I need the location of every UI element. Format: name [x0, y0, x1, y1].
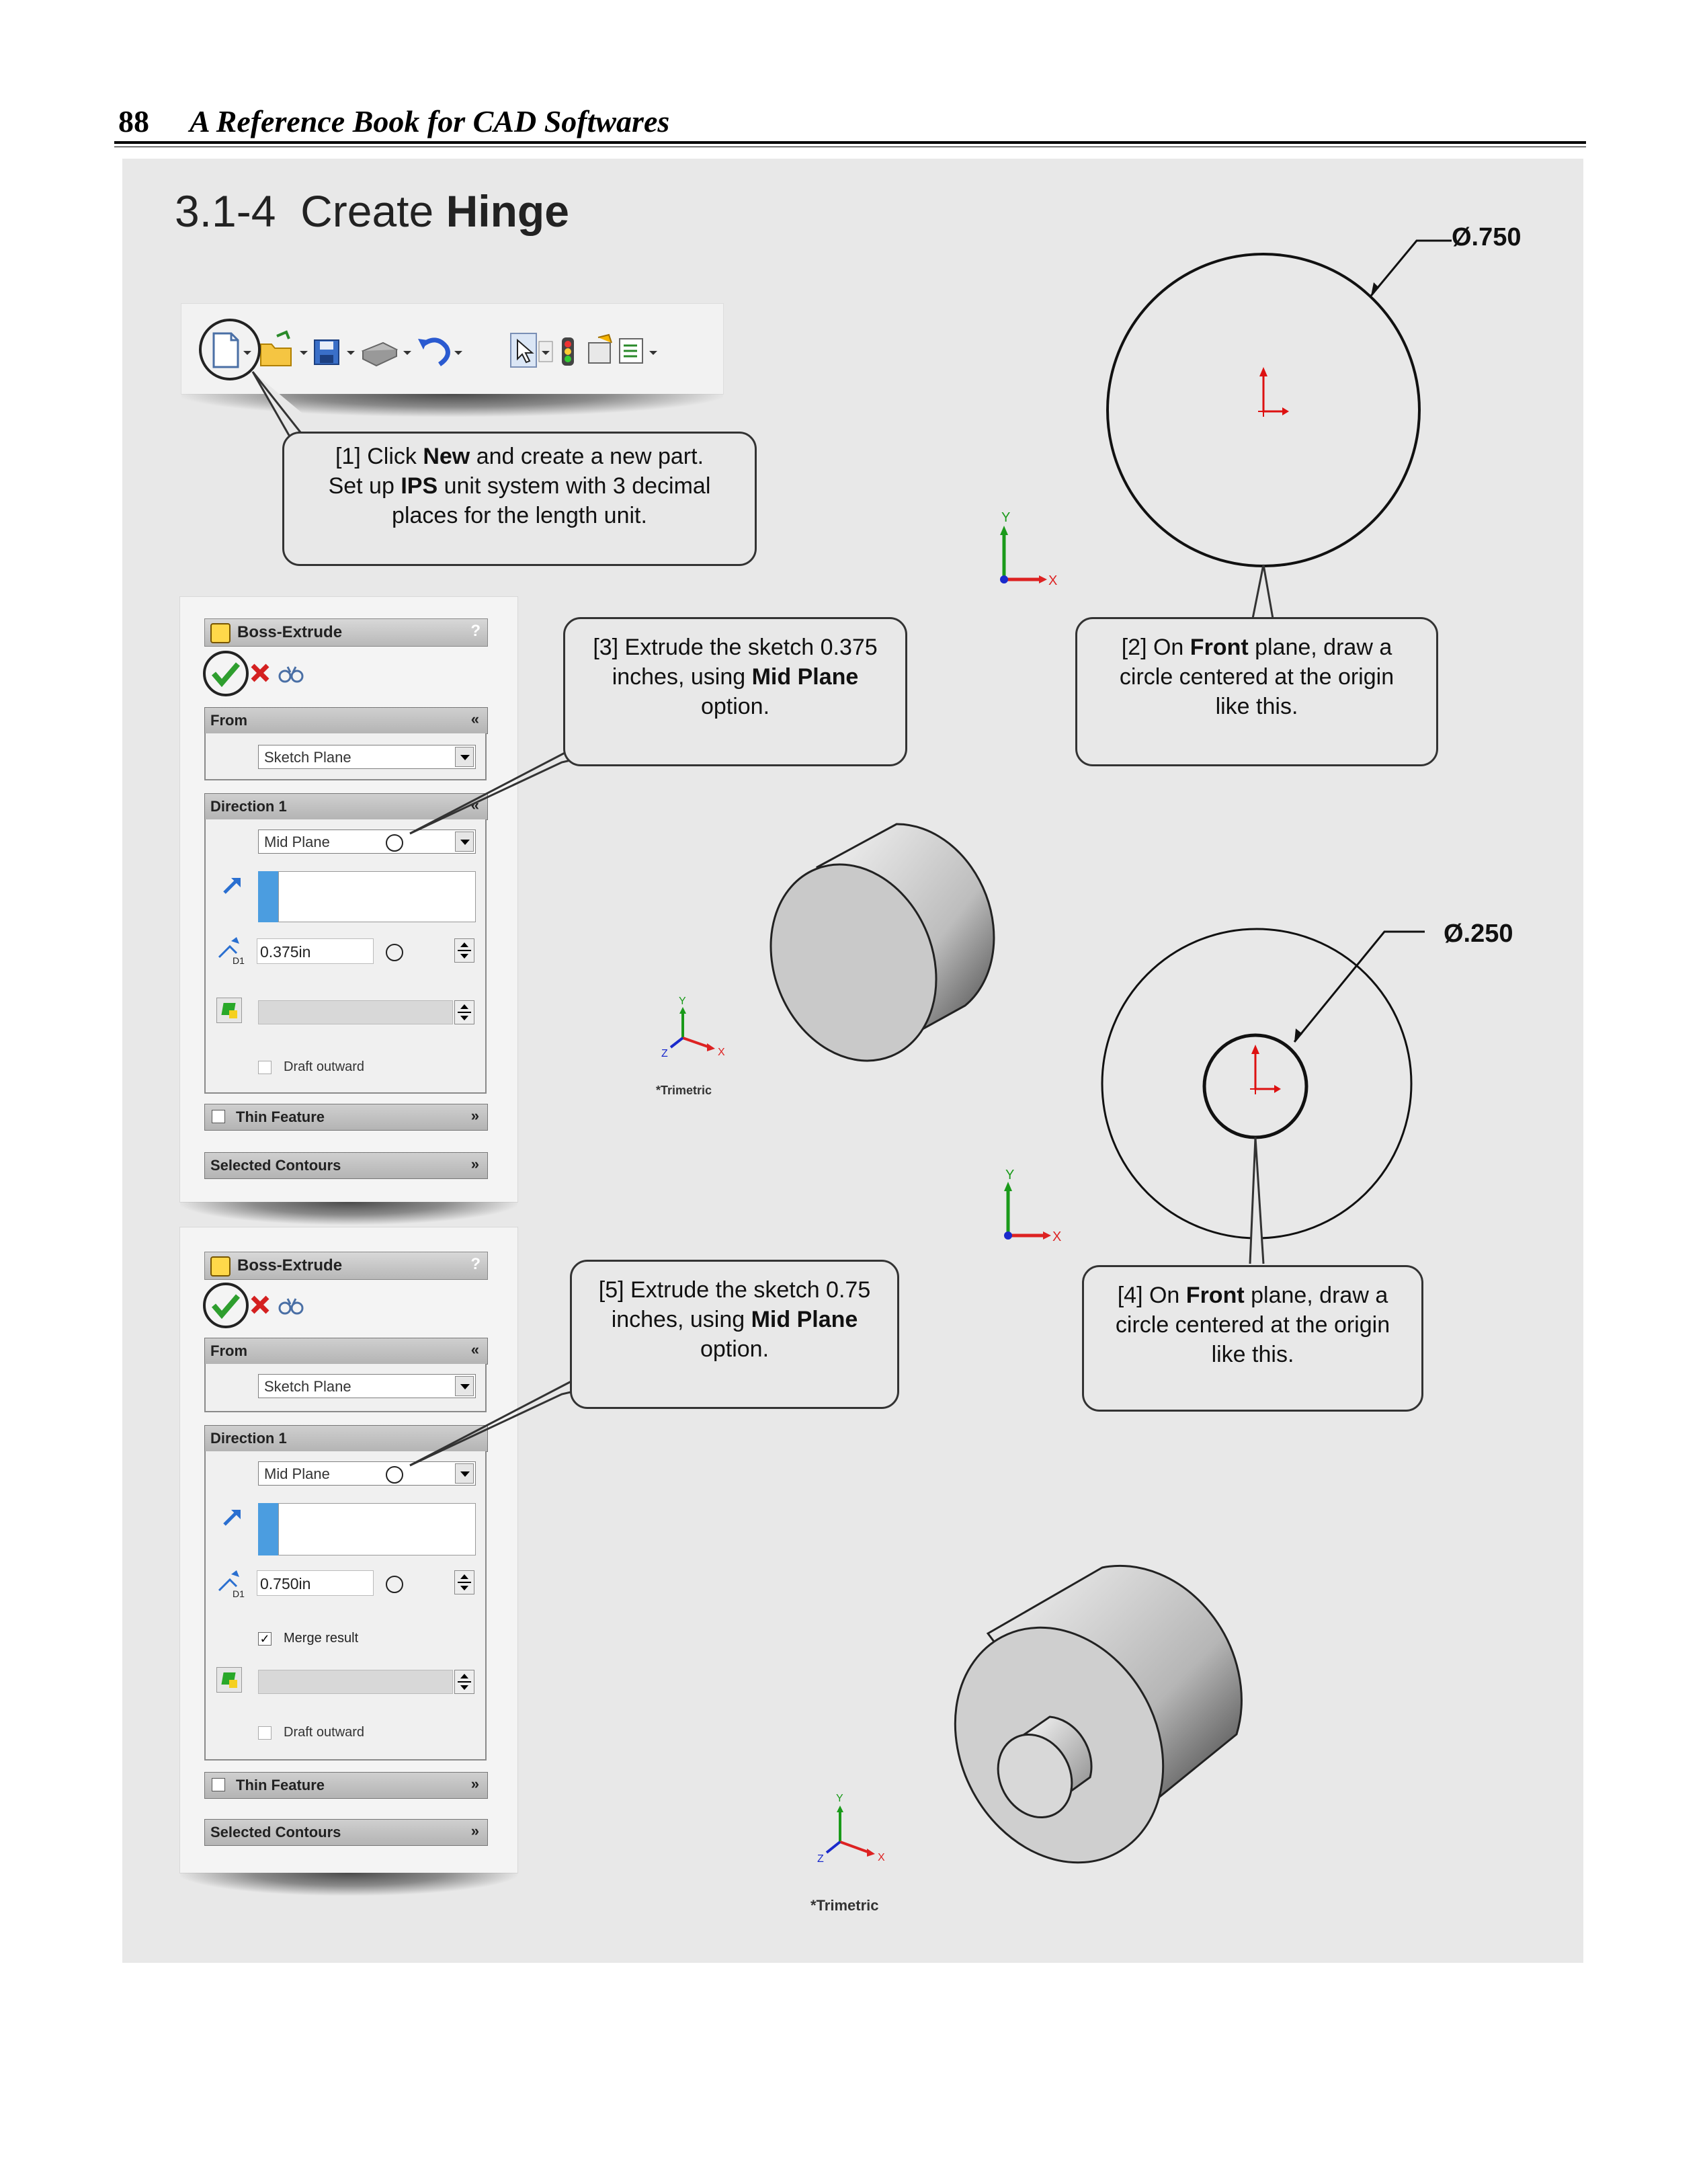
pm1-from-value: Sketch Plane	[264, 749, 351, 766]
cancel-x-icon[interactable]	[253, 1297, 267, 1312]
book-title: A Reference Book for CAD Softwares	[190, 104, 670, 138]
section-word: Create	[300, 186, 434, 236]
callout-step-4: [4] On Front plane, draw a circle centered at the origin like this.	[1082, 1265, 1423, 1412]
pm1-help[interactable]: ?	[470, 622, 481, 640]
file-properties-icon[interactable]	[589, 335, 612, 363]
pm1-title-bar	[204, 618, 488, 647]
print-icon[interactable]	[363, 343, 397, 366]
selection-marker	[386, 1466, 403, 1484]
pm2-title-bar	[204, 1252, 488, 1280]
dimension-inner: Ø.250	[1444, 920, 1513, 948]
view-orientation-label-2: *Trimetric	[810, 1897, 879, 1914]
highlight-circle	[204, 652, 247, 695]
select-arrow-icon[interactable]	[511, 333, 536, 367]
sketch-two-circles-view	[995, 901, 1573, 1318]
axis-triad-4	[813, 1788, 901, 1889]
direction-selection-bar	[258, 871, 278, 922]
pm1-depth-spinner[interactable]	[454, 938, 474, 963]
pm1-actions	[202, 649, 336, 703]
rebuild-icon[interactable]	[562, 337, 574, 366]
pm2-from-value: Sketch Plane	[264, 1378, 351, 1395]
sketch-circle-view	[995, 195, 1573, 639]
cancel-x-icon[interactable]	[253, 665, 267, 680]
pm2-draft-checkbox[interactable]	[258, 1726, 272, 1740]
pm2-end-condition-value: Mid Plane	[264, 1465, 330, 1482]
callout2-pointer	[1253, 565, 1273, 618]
pm2-from-header[interactable]	[204, 1338, 488, 1365]
axis-z-label: Z	[661, 1048, 668, 1059]
axis-z-label: Z	[817, 1853, 824, 1865]
pm2-contours-header[interactable]	[204, 1819, 488, 1846]
pm1-title: Boss-Extrude	[237, 623, 343, 641]
save-icon[interactable]	[315, 340, 339, 364]
pm1-thin-label: Thin Feature	[236, 1108, 325, 1125]
axis-y-label: Y	[1001, 510, 1011, 525]
pm1-thin-checkbox[interactable]	[212, 1110, 225, 1123]
expand-icon: »	[470, 1775, 479, 1792]
pm2-title: Boss-Extrude	[237, 1256, 343, 1275]
pm2-thin-checkbox[interactable]	[212, 1778, 225, 1791]
d1-label: D1	[233, 955, 245, 966]
open-dropdown-arrow[interactable]	[300, 351, 308, 355]
section-title	[175, 186, 569, 237]
new-dropdown-arrow[interactable]	[243, 351, 251, 355]
axis-triad-1	[1000, 526, 1047, 583]
section-number: 3.1-4	[175, 186, 276, 236]
boss-extrude-icon	[210, 623, 231, 643]
pm1-direction-label: Direction 1	[210, 798, 287, 815]
pm1-draft-label: Draft outward	[284, 1059, 365, 1074]
depth-icon	[214, 1568, 249, 1600]
options-dropdown-arrow[interactable]	[649, 351, 657, 355]
axis-x-label: X	[878, 1852, 885, 1863]
collapse-icon: «	[470, 711, 479, 727]
pm2-depth-value: 0.750in	[260, 1575, 311, 1592]
callout4-pointer	[1250, 1137, 1263, 1264]
pm2-from-label: From	[210, 1342, 247, 1359]
pm2-draft-angle[interactable]	[258, 1670, 453, 1694]
axis-y-label: Y	[1005, 1168, 1015, 1182]
pm2-help[interactable]: ?	[470, 1255, 481, 1273]
dimension-leader	[1294, 932, 1425, 1042]
pm1-end-condition-value: Mid Plane	[264, 834, 330, 850]
draft-icon[interactable]	[216, 998, 242, 1023]
expand-icon: »	[470, 1822, 479, 1839]
pm2-depth-spinner[interactable]	[454, 1570, 474, 1594]
callout-step-3: [3] Extrude the sketch 0.375 inches, using Mid Plane option.	[563, 617, 907, 766]
pm2-thin-label: Thin Feature	[236, 1777, 325, 1793]
dimension-leader	[1371, 241, 1452, 296]
d1-label: D1	[233, 1588, 245, 1599]
callout-step-1: [1] Click New and create a new part. Set up IPS unit system with 3 decimal places for the length unit.	[282, 432, 757, 566]
view-orientation-label-1: *Trimetric	[656, 1084, 712, 1097]
direction-selection-box[interactable]	[278, 871, 476, 922]
pm1-draft-checkbox[interactable]	[258, 1061, 272, 1074]
highlight-circle	[204, 1284, 247, 1327]
page-number: 88	[118, 104, 149, 138]
detailed-preview-icon[interactable]	[280, 667, 302, 682]
detailed-preview-icon[interactable]	[280, 1299, 302, 1313]
save-dropdown-arrow[interactable]	[347, 351, 355, 355]
origin-icon	[1250, 1045, 1281, 1094]
pm1-from-header[interactable]	[204, 707, 488, 734]
pm1-from-label: From	[210, 712, 247, 729]
direction-selection-box[interactable]	[278, 1503, 476, 1555]
dimension-arrow	[1294, 1028, 1302, 1042]
axis-x-label: X	[1052, 1229, 1062, 1244]
options-icon[interactable]	[620, 339, 642, 363]
pm1-shadow	[180, 1202, 517, 1225]
pm2-draft-spinner[interactable]	[454, 1670, 474, 1694]
pm1-depth-input[interactable]	[257, 938, 374, 964]
axis-y-label: Y	[679, 996, 686, 1007]
selection-marker	[386, 1576, 403, 1593]
pm2-merge-label: Merge result	[284, 1631, 359, 1646]
axis-triad-2	[659, 995, 739, 1089]
open-folder-icon[interactable]	[261, 332, 291, 366]
pm1-draft-spinner[interactable]	[454, 1000, 474, 1024]
cylinder-model-1	[726, 807, 1022, 1089]
undo-dropdown-arrow[interactable]	[454, 351, 462, 355]
section-bold-word: Hinge	[446, 186, 569, 236]
pm2-actions	[202, 1281, 336, 1335]
expand-icon: »	[470, 1107, 479, 1124]
pm1-depth-value: 0.375in	[260, 943, 311, 961]
reverse-direction-icon[interactable]	[220, 1506, 245, 1530]
axis-x-label: X	[718, 1047, 725, 1058]
dimension-outer: Ø.750	[1452, 223, 1522, 251]
pm2-depth-input[interactable]	[257, 1570, 374, 1596]
accept-check-icon[interactable]	[214, 1296, 238, 1315]
depth-icon	[214, 934, 249, 967]
print-dropdown-arrow[interactable]	[403, 351, 411, 355]
axis-x-label: X	[1048, 573, 1058, 588]
boss-extrude-icon	[210, 1256, 231, 1277]
pm2-draft-label: Draft outward	[284, 1725, 365, 1740]
accept-check-icon[interactable]	[214, 664, 238, 683]
pm1-thin-feature-header[interactable]	[204, 1104, 488, 1131]
selection-marker	[386, 834, 403, 852]
direction-selection-bar	[258, 1503, 278, 1555]
pm2-direction-label: Direction 1	[210, 1430, 287, 1447]
cylinder-model-2	[901, 1560, 1277, 1909]
collapse-icon: «	[470, 1341, 479, 1358]
header-rule	[114, 141, 1586, 144]
origin-icon	[1258, 367, 1289, 417]
collapse-icon: «	[470, 797, 479, 813]
pm2-direction-body	[204, 1451, 487, 1761]
axis-triad-3	[1004, 1182, 1051, 1240]
pm2-merge-checkbox[interactable]: ✓	[258, 1632, 272, 1646]
pm1-draft-angle[interactable]	[258, 1000, 453, 1024]
selection-marker	[386, 944, 403, 961]
callout-step-2: [2] On Front plane, draw a circle centered at the origin like this.	[1075, 617, 1438, 766]
pm1-contours-header[interactable]	[204, 1152, 488, 1179]
new-document-icon[interactable]	[214, 333, 238, 367]
pm1-contours-label: Selected Contours	[210, 1157, 341, 1174]
pm2-contours-label: Selected Contours	[210, 1824, 341, 1841]
axis-y-label: Y	[836, 1793, 843, 1804]
pm2-shadow	[180, 1873, 517, 1896]
draft-icon[interactable]	[216, 1667, 242, 1693]
callout-step-5: [5] Extrude the sketch 0.75 inches, using Mid Plane option.	[570, 1260, 899, 1409]
reverse-direction-icon[interactable]	[220, 874, 245, 898]
pm2-thin-feature-header[interactable]	[204, 1772, 488, 1799]
undo-icon[interactable]	[418, 339, 448, 364]
expand-icon: »	[470, 1156, 479, 1172]
